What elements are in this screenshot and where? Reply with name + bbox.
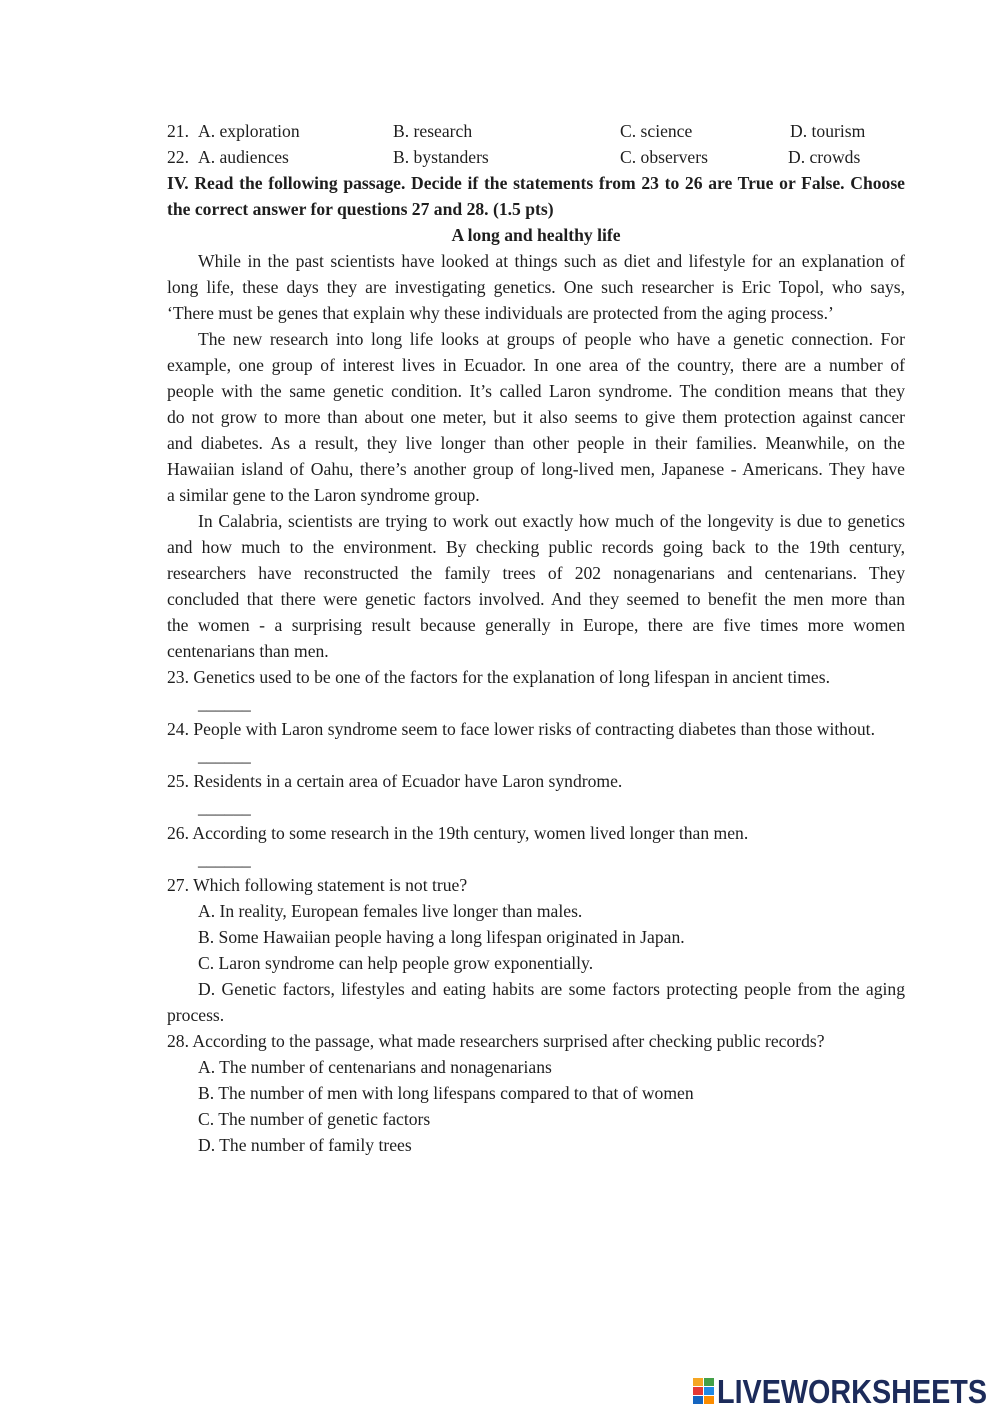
- option-d[interactable]: D. The number of family trees: [198, 1135, 412, 1155]
- paragraph-line: Hawaiian island of Oahu, there’s another group of long-lived men, Japanese - Americans. They have: [167, 459, 905, 479]
- option-c[interactable]: C. observers: [620, 147, 708, 167]
- answer-blank-24[interactable]: ______: [198, 745, 251, 765]
- option-b[interactable]: B. The number of men with long lifespans compared to that of women: [198, 1083, 694, 1103]
- answer-blank-row: [167, 794, 905, 820]
- option-b[interactable]: B. research: [393, 121, 473, 141]
- liveworksheets-logo-icon: [693, 1378, 714, 1404]
- worksheet-page: [167, 118, 905, 1158]
- liveworksheets-logo-text: LIVEWORKSHEETS: [717, 1373, 987, 1410]
- paragraph-line: people with the same genetic condition. It’s called Laron syndrome. The condition means that they: [167, 381, 905, 401]
- option-b[interactable]: B. bystanders: [393, 147, 489, 167]
- question-22: [167, 144, 905, 170]
- option-a[interactable]: A. audiences: [198, 147, 289, 167]
- paragraph-line: centenarians than men.: [167, 641, 329, 661]
- question-27: 27. Which following statement is not true?: [167, 875, 468, 895]
- passage-title: A long and healthy life: [451, 225, 621, 245]
- paragraph-line: The new research into long life looks at groups of people who have a genetic connection. For: [198, 329, 905, 349]
- section-instruction-line: IV. Read the following passage. Decide if the statements from 23 to 26 are True or False. Choose: [167, 173, 905, 193]
- option-d[interactable]: D. Genetic factors, lifestyles and eating habits are some factors protecting people from the aging: [198, 979, 905, 999]
- paragraph-line: the women - a surprising result because generally in Europe, there are five times more women: [167, 615, 905, 635]
- answer-blank-row: [167, 690, 905, 716]
- answer-blank-row: [167, 742, 905, 768]
- answer-blank-row: [167, 846, 905, 872]
- paragraph-line: do not grow to more than about one meter, but it also seems to give them protection against cancer: [167, 407, 905, 427]
- paragraph-line: In Calabria, scientists are trying to work out exactly how much of the longevity is due to genetics: [198, 511, 905, 531]
- option-d[interactable]: D. tourism: [790, 121, 866, 141]
- paragraph-line: long life, these days they are investigating genetics. One such researcher is Eric Topol, who says,: [167, 277, 905, 297]
- paragraph-line: ‘There must be genes that explain why these individuals are protected from the aging process.’: [167, 303, 834, 323]
- option-c[interactable]: C. science: [620, 121, 693, 141]
- passage-paragraph-2: [167, 326, 905, 508]
- paragraph-line: researchers have reconstructed the family trees of 202 nonagenarians and centenarians. They: [167, 563, 905, 583]
- question-number: 21.: [167, 121, 189, 141]
- option-d-continued[interactable]: process.: [167, 1005, 225, 1025]
- option-a[interactable]: A. In reality, European females live longer than males.: [198, 901, 583, 921]
- answer-blank-25[interactable]: ______: [198, 797, 251, 817]
- paragraph-line: and diabetes. As a result, they live longer than other people in their families. Meanwhile, on the: [167, 433, 905, 453]
- section-instruction-line: the correct answer for questions 27 and 28. (1.5 pts): [167, 199, 554, 219]
- question-number: 22.: [167, 147, 189, 167]
- paragraph-line: While in the past scientists have looked at things such as diet and lifestyle for an explanation of: [198, 251, 905, 271]
- option-a[interactable]: A. The number of centenarians and nonagenarians: [198, 1057, 552, 1077]
- statement-25: 25. Residents in a certain area of Ecuador have Laron syndrome.: [167, 771, 623, 791]
- paragraph-line: concluded that there were genetic factors involved. And they seemed to benefit the men more than: [167, 589, 905, 609]
- answer-blank-23[interactable]: ______: [198, 693, 251, 713]
- statement-26: 26. According to some research in the 19th century, women lived longer than men.: [167, 823, 749, 843]
- option-c[interactable]: C. Laron syndrome can help people grow exponentially.: [198, 953, 594, 973]
- paragraph-line: example, one group of interest lives in Ecuador. In one area of the country, there are a number of: [167, 355, 905, 375]
- answer-blank-26[interactable]: ______: [198, 849, 251, 869]
- option-b[interactable]: B. Some Hawaiian people having a long lifespan originated in Japan.: [198, 927, 685, 947]
- paragraph-line: and how much to the environment. By checking public records going back to the 19th century,: [167, 537, 905, 557]
- question-28: 28. According to the passage, what made researchers surprised after checking public records?: [167, 1031, 825, 1051]
- passage-paragraph-1: [167, 248, 905, 326]
- liveworksheets-logo: [690, 1372, 990, 1408]
- question-21: [167, 118, 905, 144]
- option-c[interactable]: C. The number of genetic factors: [198, 1109, 431, 1129]
- passage-paragraph-3: [167, 508, 905, 664]
- statement-23: 23. Genetics used to be one of the factors for the explanation of long lifespan in ancient times.: [167, 667, 830, 687]
- option-d[interactable]: D. crowds: [788, 147, 861, 167]
- option-a[interactable]: A. exploration: [198, 121, 300, 141]
- statement-24: 24. People with Laron syndrome seem to face lower risks of contracting diabetes than those without.: [167, 719, 875, 739]
- paragraph-line: a similar gene to the Laron syndrome group.: [167, 485, 480, 505]
